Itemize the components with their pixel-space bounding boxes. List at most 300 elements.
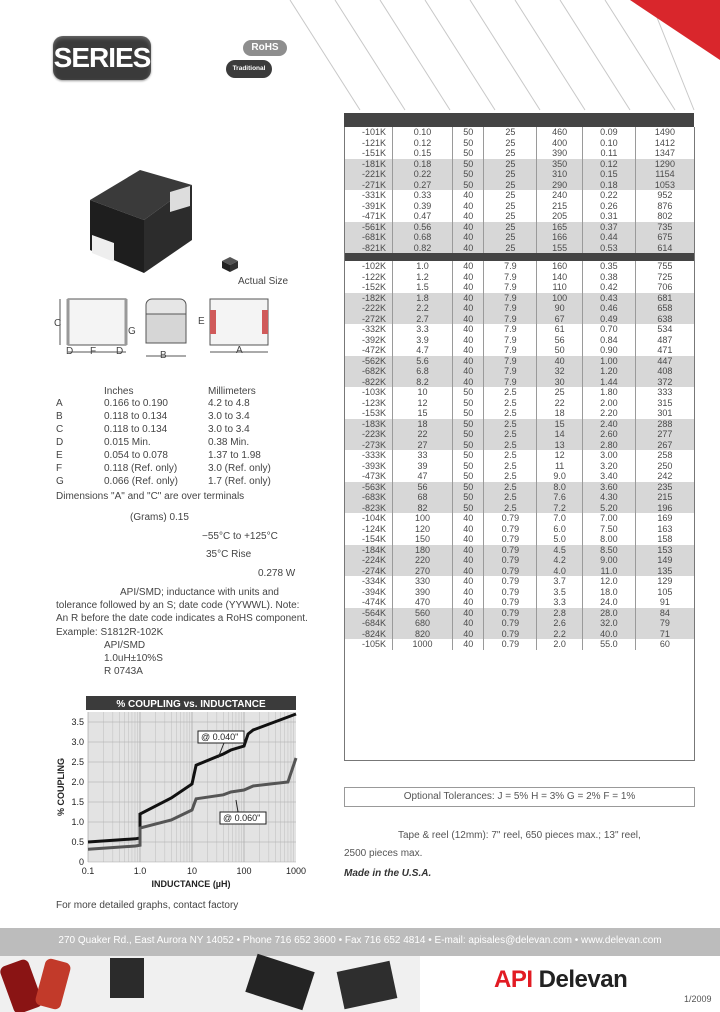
- table-cell: 3.40: [583, 471, 636, 482]
- table-cell: 350: [537, 159, 583, 170]
- table-row: [344, 461, 694, 472]
- table-cell: -221K: [344, 169, 393, 180]
- table-cell: 0.42: [583, 282, 636, 293]
- table-cell: 3.60: [583, 482, 636, 493]
- dimension-inches: 0.166 to 0.190: [104, 398, 168, 409]
- table-cell: 12: [537, 450, 583, 461]
- dimension-inches: 0.015 Min.: [104, 437, 151, 448]
- table-row: [344, 345, 694, 356]
- table-cell: 129: [635, 576, 694, 587]
- table-cell: 50: [453, 398, 484, 409]
- table-row: [344, 482, 694, 493]
- table-cell: 68: [393, 492, 453, 503]
- table-cell: 40: [453, 555, 484, 566]
- table-cell: 27: [393, 440, 453, 451]
- table-cell: -682K: [344, 366, 393, 377]
- table-cell: 215: [537, 201, 583, 212]
- table-cell: 0.18: [393, 159, 453, 170]
- table-cell: -684K: [344, 618, 393, 629]
- table-cell: 0.79: [484, 545, 537, 556]
- table-cell: 0.79: [484, 566, 537, 577]
- table-cell: 301: [635, 408, 694, 419]
- table-cell: 79: [635, 618, 694, 629]
- table-row: [344, 272, 694, 283]
- table-cell: 40: [453, 303, 484, 314]
- table-cell: 0.43: [583, 293, 636, 304]
- table-cell: 1000: [393, 639, 453, 650]
- table-cell: 40: [453, 534, 484, 545]
- table-cell: 470: [393, 597, 453, 608]
- table-cell: -102K: [361, 261, 386, 271]
- chart-xtick-label: 100: [236, 866, 252, 876]
- table-cell: 100: [537, 293, 583, 304]
- dimension-inches: 0.118 to 0.134: [104, 411, 168, 422]
- header-diagonal-lines: [290, 0, 720, 110]
- table-cell: 447: [635, 356, 694, 367]
- table-cell: 61: [537, 324, 583, 335]
- table-cell: -334K: [361, 576, 386, 586]
- table-cell: -152K: [361, 282, 386, 292]
- table-cell: 163: [635, 524, 694, 535]
- chart-xtick-label: 0.1: [81, 866, 95, 876]
- table-cell: 2.20: [583, 408, 636, 419]
- table-cell: 0.79: [484, 639, 537, 650]
- table-cell: 11.0: [583, 566, 636, 577]
- table-cell: 50: [453, 169, 484, 180]
- table-cell: 140: [537, 272, 583, 283]
- table-cell: 7.9: [484, 356, 537, 367]
- dimension-letter: G: [56, 476, 64, 487]
- table-cell: 180: [393, 545, 453, 556]
- table-cell: 2.5: [484, 492, 537, 503]
- table-cell: 0.10: [583, 138, 636, 149]
- product-image: [70, 140, 200, 280]
- dimension-inches: 0.066 (Ref. only): [104, 476, 178, 487]
- table-cell: 7.9: [484, 314, 537, 325]
- table-cell: 2.0: [537, 639, 583, 650]
- table-cell: 0.11: [583, 148, 636, 159]
- table-cell: -121K: [361, 137, 386, 148]
- table-cell: 0.27: [393, 180, 453, 191]
- table-cell: 40: [453, 345, 484, 356]
- chart-ytick-label: 1.5: [71, 797, 84, 807]
- table-cell: 7.6: [537, 492, 583, 503]
- chart-xtick-label: 1.0: [133, 866, 147, 876]
- table-cell: 40: [453, 366, 484, 377]
- table-cell: 40: [453, 272, 484, 283]
- table-cell: -104K: [361, 513, 386, 523]
- table-cell: -681K: [344, 232, 393, 243]
- table-cell: 1.20: [583, 366, 636, 377]
- table-cell: -474K: [361, 597, 386, 607]
- table-cell: 215: [635, 492, 694, 503]
- spec-table-wrap: [344, 127, 694, 650]
- dimension-letter: D: [56, 437, 64, 448]
- table-cell: 6.8: [393, 366, 453, 377]
- table-cell: -272K: [344, 314, 393, 325]
- table-cell: -473K: [361, 471, 386, 481]
- table-cell: 40: [453, 232, 484, 243]
- table-cell: 290: [537, 180, 583, 191]
- table-cell: 3.3: [537, 597, 583, 608]
- table-cell: 471: [635, 345, 694, 356]
- table-row: [344, 148, 694, 159]
- dimension-row: [56, 398, 296, 411]
- table-cell: 22: [393, 429, 453, 440]
- table-cell: 56: [537, 335, 583, 346]
- table-cell: 7.0: [537, 513, 583, 524]
- coupling-chart: [52, 696, 307, 896]
- chart-ytick-label: 2.5: [71, 757, 84, 767]
- table-cell: 1490: [635, 127, 694, 138]
- dim-label-a: A: [236, 345, 243, 356]
- table-cell: -564K: [344, 608, 393, 619]
- table-cell: 1.44: [583, 377, 636, 388]
- table-cell: 82: [393, 503, 453, 514]
- table-cell: 50: [453, 387, 484, 398]
- dim-label-g: G: [128, 326, 136, 337]
- table-cell: 876: [635, 201, 694, 212]
- table-cell: 0.15: [393, 148, 453, 159]
- graphs-note: For more detailed graphs, contact factory: [56, 900, 239, 911]
- table-cell: -331K: [361, 190, 386, 200]
- table-cell: 460: [537, 127, 583, 138]
- table-cell: 534: [635, 324, 694, 335]
- table-cell: -333K: [361, 450, 386, 460]
- table-cell: 50: [453, 408, 484, 419]
- table-cell: 158: [635, 534, 694, 545]
- table-cell: 40: [453, 524, 484, 535]
- dimension-letter: F: [56, 463, 63, 474]
- table-cell: 0.70: [583, 324, 636, 335]
- chart-title: % COUPLING vs. INDUCTANCE: [116, 699, 266, 710]
- table-cell: 315: [635, 398, 694, 409]
- table-cell: 25: [484, 232, 537, 243]
- table-cell: 40: [453, 190, 484, 201]
- table-cell: -394K: [361, 586, 386, 597]
- table-cell: 12: [393, 398, 453, 409]
- temp-rise: 35°C Rise: [206, 549, 252, 560]
- table-cell: 0.90: [583, 345, 636, 356]
- dim-col-inches: Inches: [104, 386, 134, 397]
- table-cell: 7.9: [484, 377, 537, 388]
- table-cell: 8.0: [537, 482, 583, 493]
- table-cell: 408: [635, 366, 694, 377]
- table-cell: 0.18: [583, 180, 636, 191]
- table-cell: 50: [537, 345, 583, 356]
- table-cell: 13: [537, 440, 583, 451]
- table-cell: -184K: [344, 545, 393, 556]
- table-cell: 14: [537, 429, 583, 440]
- brand-name: Delevan: [532, 966, 628, 993]
- table-cell: 0.79: [484, 587, 537, 598]
- dim-col-mm: Millimeters: [208, 386, 256, 397]
- table-cell: 149: [635, 555, 694, 566]
- table-row: [344, 127, 694, 138]
- actual-size-chip: [220, 255, 240, 273]
- table-cell: 50: [453, 138, 484, 149]
- table-row: [344, 597, 694, 608]
- table-row: [344, 303, 694, 314]
- table-cell: 1.5: [393, 282, 453, 293]
- dimensions-table: [56, 398, 296, 489]
- table-cell: 5.0: [537, 534, 583, 545]
- table-cell: 8.50: [583, 545, 636, 556]
- chart-ytick-label: 3.5: [71, 717, 84, 727]
- table-row: [344, 261, 694, 272]
- table-row: [344, 639, 694, 650]
- table-cell: 2.5: [484, 387, 537, 398]
- revision-date: 1/2009: [684, 994, 712, 1004]
- table-row: [344, 180, 694, 191]
- dimension-row: [56, 437, 296, 450]
- table-cell: 2.5: [484, 429, 537, 440]
- table-cell: 3.7: [537, 576, 583, 587]
- table-cell: 7.9: [484, 261, 537, 272]
- table-cell: 40: [453, 243, 484, 254]
- table-cell: -392K: [361, 334, 386, 345]
- table-cell: 4.5: [537, 545, 583, 556]
- power-rating: 0.278 W: [258, 568, 296, 579]
- table-cell: 25: [484, 148, 537, 159]
- table-cell: 270: [393, 566, 453, 577]
- table-cell: 755: [635, 261, 694, 272]
- table-cell: 0.79: [484, 534, 537, 545]
- table-cell: 7.9: [484, 366, 537, 377]
- table-cell: 0.79: [484, 597, 537, 608]
- table-row: [344, 608, 694, 619]
- table-cell: 0.79: [484, 555, 537, 566]
- table-cell: -124K: [361, 523, 386, 534]
- table-cell: -103K: [361, 387, 386, 397]
- table-cell: 50: [453, 159, 484, 170]
- dimension-mm: 0.38 Min.: [208, 437, 250, 448]
- table-cell: 4.2: [537, 555, 583, 566]
- table-cell: 0.56: [393, 222, 453, 233]
- table-cell: 6.0: [537, 524, 583, 535]
- table-cell: 8.00: [583, 534, 636, 545]
- rohs-badge: RoHS: [243, 40, 287, 56]
- table-cell: 3.5: [537, 587, 583, 598]
- table-cell: 2.60: [583, 429, 636, 440]
- table-cell: 28.0: [583, 608, 636, 619]
- table-cell: 40: [453, 211, 484, 222]
- table-cell: 50: [453, 482, 484, 493]
- dimension-drawings: [50, 296, 290, 362]
- table-row: [344, 618, 694, 629]
- table-cell: 40: [453, 639, 484, 650]
- table-cell: 32: [537, 366, 583, 377]
- table-cell: 91: [635, 597, 694, 608]
- table-cell: 25: [484, 243, 537, 254]
- table-row: [344, 492, 694, 503]
- series-badge: SERIES: [53, 36, 151, 80]
- table-row: [344, 398, 694, 409]
- table-cell: 0.79: [484, 513, 537, 524]
- table-cell: 0.68: [393, 232, 453, 243]
- table-cell: 5.6: [393, 356, 453, 367]
- table-cell: 135: [635, 566, 694, 577]
- table-cell: 12.0: [583, 576, 636, 587]
- table-cell: 0.15: [583, 169, 636, 180]
- table-cell: 15: [393, 408, 453, 419]
- table-row: [344, 335, 694, 346]
- table-cell: 3.3: [393, 324, 453, 335]
- table-cell: 0.82: [393, 243, 453, 254]
- dimension-mm: 1.37 to 1.98: [208, 450, 261, 461]
- table-cell: 9.0: [537, 471, 583, 482]
- table-cell: -562K: [344, 356, 393, 367]
- table-cell: 267: [635, 440, 694, 451]
- table-cell: 0.31: [583, 211, 636, 222]
- table-cell: 40: [453, 545, 484, 556]
- table-row: [344, 243, 694, 254]
- table-cell: 235: [635, 482, 694, 493]
- table-cell: 0.44: [583, 232, 636, 243]
- dimension-row: [56, 450, 296, 463]
- table-cell: 7.9: [484, 335, 537, 346]
- table-cell: 40: [453, 618, 484, 629]
- table-cell: 0.12: [583, 159, 636, 170]
- table-cell: 40: [453, 222, 484, 233]
- chart-xtick-label: 1000: [285, 866, 307, 876]
- table-cell: 2.2: [393, 303, 453, 314]
- table-cell: 40: [453, 335, 484, 346]
- table-cell: 0.46: [583, 303, 636, 314]
- table-cell: 40: [453, 597, 484, 608]
- table-cell: -123K: [361, 397, 386, 408]
- table-cell: 33: [393, 450, 453, 461]
- table-row: [344, 503, 694, 514]
- dimension-letter: A: [56, 398, 63, 409]
- table-cell: 560: [393, 608, 453, 619]
- table-cell: 7.9: [484, 282, 537, 293]
- table-cell: 40: [453, 261, 484, 272]
- table-cell: 2.00: [583, 398, 636, 409]
- table-row: [344, 222, 694, 233]
- table-cell: 90: [537, 303, 583, 314]
- table-cell: 330: [393, 576, 453, 587]
- table-cell: 40: [453, 356, 484, 367]
- dim-label-d-left: D: [66, 346, 74, 357]
- table-cell: 84: [635, 608, 694, 619]
- table-cell: 50: [453, 471, 484, 482]
- table-cell: 0.79: [484, 618, 537, 629]
- table-cell: -472K: [361, 345, 386, 355]
- table-cell: 614: [635, 243, 694, 254]
- table-cell: 153: [635, 545, 694, 556]
- table-row: [344, 190, 694, 201]
- table-cell: -561K: [344, 222, 393, 233]
- table-cell: 1290: [635, 159, 694, 170]
- footer-product-photo: [0, 956, 420, 1012]
- table-header-bar: [344, 113, 694, 127]
- table-cell: 25: [484, 138, 537, 149]
- table-cell: -154K: [361, 534, 386, 544]
- table-cell: 8.2: [393, 377, 453, 388]
- table-cell: -101K: [361, 127, 386, 137]
- table-cell: 0.22: [393, 169, 453, 180]
- table-cell: 40: [453, 377, 484, 388]
- weight-value: (Grams) 0.15: [130, 512, 189, 523]
- table-cell: 32.0: [583, 618, 636, 629]
- packaging-line2: 2500 pieces max.: [344, 848, 423, 859]
- table-cell: 7.9: [484, 293, 537, 304]
- table-cell: 0.35: [583, 261, 636, 272]
- table-cell: 50: [453, 440, 484, 451]
- table-row: [344, 587, 694, 598]
- table-row: [344, 534, 694, 545]
- table-cell: 0.09: [583, 127, 636, 138]
- table-cell: 250: [635, 461, 694, 472]
- table-row: [344, 576, 694, 587]
- table-cell: 5.20: [583, 503, 636, 514]
- table-cell: 7.2: [537, 503, 583, 514]
- table-cell: 1412: [635, 138, 694, 149]
- table-cell: 820: [393, 629, 453, 640]
- table-cell: 50: [453, 429, 484, 440]
- table-cell: 2.5: [484, 471, 537, 482]
- dim-label-d-right: D: [116, 346, 124, 357]
- example-line1: API/SMD: [104, 640, 146, 651]
- table-row: [344, 201, 694, 212]
- made-in: Made in the U.S.A.: [344, 868, 432, 879]
- chart-xtick-label: 10: [186, 866, 198, 876]
- table-cell: -223K: [344, 429, 393, 440]
- packaging-line1: Tape & reel (12mm): 7" reel, 650 pieces max.; 13" reel,: [398, 830, 641, 841]
- table-cell: 2.5: [484, 419, 537, 430]
- spec-table: [344, 127, 694, 650]
- table-cell: 166: [537, 232, 583, 243]
- table-cell: 372: [635, 377, 694, 388]
- table-row: [344, 356, 694, 367]
- table-row: [344, 211, 694, 222]
- table-row: [344, 314, 694, 325]
- table-row: [344, 138, 694, 149]
- dimension-row: [56, 424, 296, 437]
- dimension-inches: 0.118 (Ref. only): [104, 463, 178, 474]
- table-cell: 205: [537, 211, 583, 222]
- table-row: [344, 524, 694, 535]
- table-row: [344, 159, 694, 170]
- table-cell: 18: [393, 419, 453, 430]
- table-row: [344, 545, 694, 556]
- table-cell: 0.53: [583, 243, 636, 254]
- table-cell: 50: [453, 503, 484, 514]
- dimension-mm: 1.7 (Ref. only): [208, 476, 271, 487]
- table-cell: 680: [393, 618, 453, 629]
- table-cell: 40: [453, 201, 484, 212]
- table-cell: 10: [393, 387, 453, 398]
- table-cell: 7.00: [583, 513, 636, 524]
- table-cell: 0.22: [583, 190, 636, 201]
- dim-label-c: C: [54, 318, 62, 329]
- dimension-inches: 0.118 to 0.134: [104, 424, 168, 435]
- table-cell: 2.6: [537, 618, 583, 629]
- legend-060: @ 0.060": [223, 813, 261, 823]
- dimension-row: [56, 476, 296, 489]
- table-cell: 25: [484, 211, 537, 222]
- table-cell: 3.00: [583, 450, 636, 461]
- table-cell: -181K: [344, 159, 393, 170]
- table-cell: 40: [453, 293, 484, 304]
- table-cell: 735: [635, 222, 694, 233]
- table-cell: -391K: [361, 200, 386, 211]
- table-cell: 658: [635, 303, 694, 314]
- table-cell: 0.79: [484, 576, 537, 587]
- table-cell: 160: [537, 261, 583, 272]
- table-cell: 71: [635, 629, 694, 640]
